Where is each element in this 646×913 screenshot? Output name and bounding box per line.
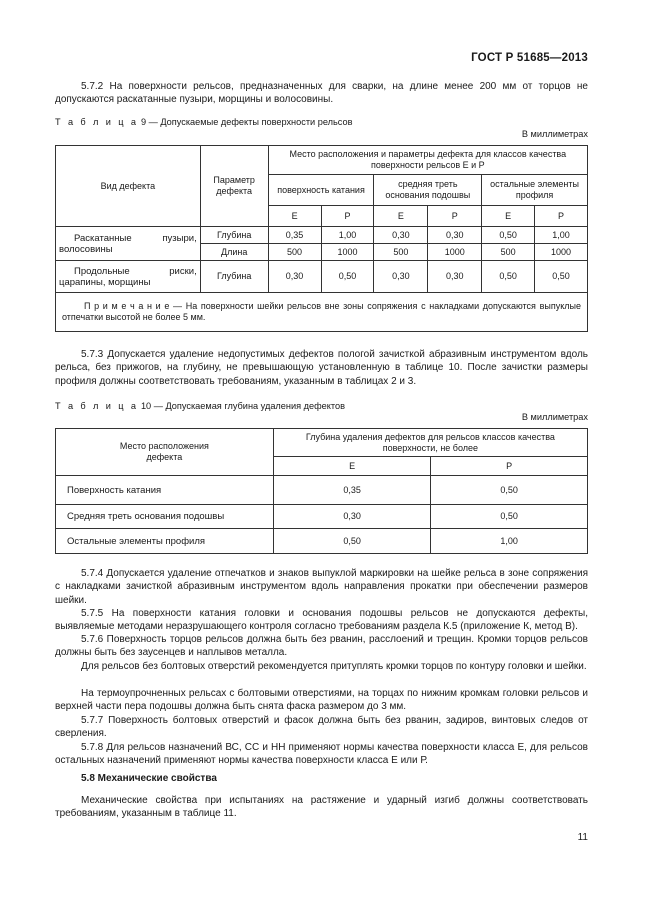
table10-place-cell: Остальные элементы профиля: [56, 529, 274, 554]
table9-value-cell: 0,50: [535, 261, 588, 293]
paragraph-5-7-3: 5.7.3 Допускается удаление недопустимых дефектов пологой зачисткой абразивным инструментом вдоль рельса, без прижогов, на глубину, не превышающую установленную в таблице 10. После зачистки размеры профиля должны соответствовать требованиям, указанным в таблицах 2 и 3.: [55, 349, 588, 387]
table9-value-cell: 0,30: [268, 261, 321, 293]
table-row: [56, 476, 588, 505]
table9-value-cell: 0,50: [321, 261, 374, 293]
table-row: [56, 261, 588, 293]
table9-note: [56, 293, 588, 332]
table9-value-cell: 0,30: [374, 227, 428, 244]
table9-value-cell: 0,30: [428, 227, 482, 244]
section-heading-5-8: 5.8 Механические свойства: [81, 773, 217, 784]
table9-header-group: Место расположения и параметры дефекта для классов качества поверхности рельсов Е и Р: [268, 146, 587, 175]
paragraph-5-7-4: 5.7.4 Допускается удаление отпечатков и знаков выпуклой маркировки на шейке рельса в зоне сопряжения с накладками зачисткой абразивным инструментом вдоль направления прокатки при обеспечении размеров шейки.: [55, 568, 588, 606]
table10-value-cell: 0,50: [431, 505, 588, 529]
table10-value-cell: 0,50: [273, 529, 431, 554]
table10: [55, 428, 588, 554]
table9-sub-other: остальные элементы профиля: [482, 175, 588, 206]
paragraph-5-7-8: 5.7.8 Для рельсов назначений ВС, СС и НН применяют нормы качества поверхности класса Е, для рельсов остальных назначений применяют нормы качества поверхности класса Е или Р.: [55, 742, 588, 767]
table9-value-cell: 0,50: [482, 261, 535, 293]
table10-class-e: Е: [273, 457, 431, 476]
table10-header-place: Место расположения дефекта: [56, 429, 274, 476]
table9-value-cell: 500: [482, 244, 535, 261]
table9-sub-rolling: поверхность катания: [268, 175, 374, 206]
table9-param-cell: Глубина: [200, 261, 268, 293]
table9-header-kind: Вид дефекта: [56, 146, 201, 227]
paragraph-5-7-6: 5.7.6 Поверхность торцов рельсов должна быть без рванин, расслоений и трещин. Кромки торцов рельсов должны быть без заусенцев и наплывов металла.: [55, 634, 588, 659]
table10-value-cell: 1,00: [431, 529, 588, 554]
table9-class-p: Р: [535, 206, 588, 227]
table10-place-cell: Средняя треть основания подошвы: [56, 505, 274, 529]
table9-caption: [55, 117, 352, 127]
table9-sub-base: средняя треть основания подошвы: [374, 175, 482, 206]
table9-class-p: Р: [428, 206, 482, 227]
table10-value-cell: 0,30: [273, 505, 431, 529]
table9-units: В миллиметрах: [521, 129, 588, 139]
paragraph-5-7-6-c: На термоупрочненных рельсах с болтовыми отверстиями, на торцах по нижним кромкам головки рельсов и верхней части пера подошвы должна быть снята фаска размером до 3 мм.: [55, 688, 588, 713]
paragraph-5-7-7: 5.7.7 Поверхность болтовых отверстий и фасок должна быть без рванин, задиров, винтовых следов от сверления.: [55, 715, 588, 740]
table9: [55, 145, 588, 332]
table9-param-cell: Глубина: [200, 227, 268, 244]
table9-value-cell: 1,00: [321, 227, 374, 244]
table9-param-cell: Длина: [200, 244, 268, 261]
table9-kind-cell: Продольные риски, царапины, морщины: [56, 261, 201, 293]
table10-class-p: Р: [431, 457, 588, 476]
paragraph-5-7-2: 5.7.2 На поверхности рельсов, предназначенных для сварки, на длине менее 200 мм от торцов не допускаются раскатанные пузыри, морщины и волосовины.: [55, 81, 588, 106]
table9-kind-cell: Раскатанные пузыри, волосовины: [56, 227, 201, 261]
table10-header-group: Глубина удаления дефектов для рельсов классов качества поверхности, не более: [273, 429, 587, 457]
table-row: [56, 529, 588, 554]
table9-value-cell: 500: [268, 244, 321, 261]
table9-value-cell: 0,30: [428, 261, 482, 293]
paragraph-5-7-6-b: Для рельсов без болтовых отверстий рекомендуется притуплять кромки торцов по контуру головки и шейки.: [81, 661, 587, 672]
table9-value-cell: 1000: [321, 244, 374, 261]
table9-class-e: Е: [374, 206, 428, 227]
table9-note-label: П р и м е ч а н и е: [84, 301, 170, 311]
page-number: 11: [577, 832, 588, 843]
table9-value-cell: 1,00: [535, 227, 588, 244]
table10-label: Т а б л и ц а: [55, 401, 139, 411]
table10-units: В миллиметрах: [521, 412, 588, 422]
table9-value-cell: 0,35: [268, 227, 321, 244]
table9-class-p: Р: [321, 206, 374, 227]
table9-class-e: Е: [268, 206, 321, 227]
table10-caption: [55, 401, 345, 411]
table10-value-cell: 0,50: [431, 476, 588, 505]
table9-value-cell: 1000: [535, 244, 588, 261]
table9-value-cell: 1000: [428, 244, 482, 261]
table10-place-cell: Поверхность катания: [56, 476, 274, 505]
table-row: [56, 505, 588, 529]
paragraph-5-7-5: 5.7.5 На поверхности катания головки и основания подошвы рельсов не допускаются дефекты, выявляемые методами неразрушающего контроля согласно требованиям раздела К.5 (приложение К, метод В).: [55, 608, 588, 633]
table-row: [56, 227, 588, 244]
table9-note-text: — На поверхности шейки рельсов вне зоны сопряжения с накладками допускаются выпуклые отпечатки высотой не более 5 мм.: [62, 301, 581, 322]
table9-label: Т а б л и ц а: [55, 117, 139, 127]
table10-title: 10 — Допускаемая глубина удаления дефектов: [140, 401, 345, 411]
standard-header: ГОСТ Р 51685—2013: [471, 52, 588, 64]
table9-header-param: Параметр дефекта: [200, 146, 268, 227]
table9-class-e: Е: [482, 206, 535, 227]
table9-value-cell: 0,30: [374, 261, 428, 293]
table9-value-cell: 500: [374, 244, 428, 261]
paragraph-5-8: Механические свойства при испытаниях на растяжение и ударный изгиб должны соответствовать требованиям, указанным в таблице 11.: [55, 795, 588, 820]
table9-value-cell: 0,50: [482, 227, 535, 244]
table10-value-cell: 0,35: [273, 476, 431, 505]
table9-title: 9 — Допускаемые дефекты поверхности рельсов: [140, 117, 353, 127]
